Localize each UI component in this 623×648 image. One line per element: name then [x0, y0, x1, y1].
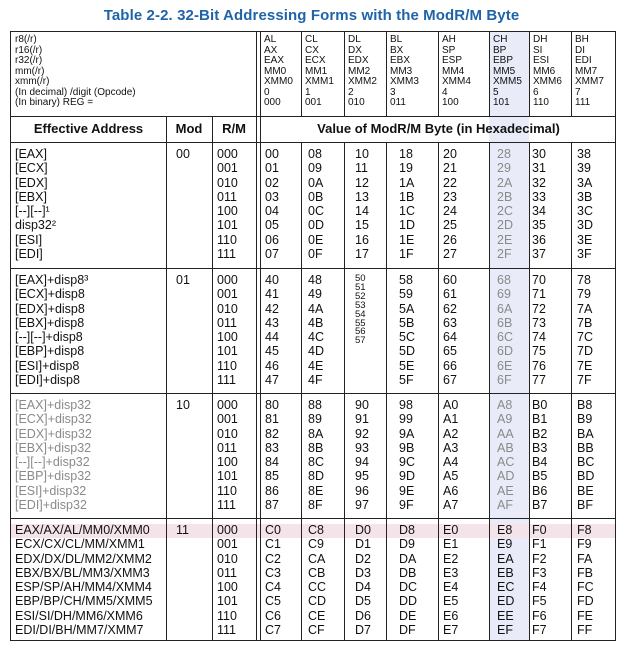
modrm-table: [10, 31, 616, 641]
group-10-col-7: B8 B9 BA BB BC BD BE BF: [577, 398, 595, 513]
group-00-col-6: 30 31 32 33 34 35 36 37: [532, 147, 546, 262]
header-col-1: CL CX ECX MM1 XMM1 1 001: [305, 34, 334, 108]
header-col-0: AL AX EAX MM0 XMM0 0 000: [264, 34, 293, 108]
group-00-col-2: 10 11 12 13 14 15 16 17: [355, 147, 369, 262]
group-01-col-0: 40 41 42 43 44 45 46 47: [265, 273, 279, 388]
rule-col-1: [301, 32, 302, 116]
rule-col-3-body: [386, 142, 387, 640]
group-01-rm: 000 001 010 011 100 101 110 111: [217, 273, 238, 388]
rule-header-top: [11, 116, 615, 117]
group-11-mod: 11: [176, 523, 189, 537]
rule-col-7-body: [571, 142, 572, 640]
rule-col-7: [571, 32, 572, 116]
header-operand-labels: r8(/r) r16(/r) r32(/r) mm(/r) xmm(/r) (In decimal) /digit (Opcode) (In binary) REG =: [15, 34, 136, 108]
group-11-col-0: C0 C1 C2 C3 C4 C5 C6 C7: [265, 523, 281, 638]
rule-col-6: [529, 32, 530, 116]
group-01-col-5: 68 69 6A 6B 6C 6D 6E 6F: [497, 273, 513, 388]
group-11-rm: 000 001 010 011 100 101 110 111: [217, 523, 238, 638]
rule-col-2-body: [344, 142, 345, 640]
rule-group-3: [11, 518, 615, 519]
col-header-rm: R/M: [222, 121, 246, 136]
group-10-mod: 10: [176, 398, 190, 412]
table-title: Table 2-2. 32-Bit Addressing Forms with the ModR/M Byte: [103, 7, 520, 24]
group-10-col-6: B0 B1 B2 B3 B4 B5 B6 B7: [532, 398, 548, 513]
group-10-col-4: A0 A1 A2 A3 A4 A5 A6 A7: [443, 398, 459, 513]
group-00-col-7: 38 39 3A 3B 3C 3D 3E 3F: [577, 147, 593, 262]
group-00-col-0: 00 01 02 03 04 05 06 07: [265, 147, 279, 262]
group-10-col-1: 88 89 8A 8B 8C 8D 8E 8F: [308, 398, 324, 513]
rule-rm-left: [212, 116, 213, 640]
group-11-col-5: E8 E9 EA EB EC ED EE EF: [497, 523, 515, 638]
group-01-col-4: 60 61 62 63 64 65 66 67: [443, 273, 457, 388]
col-header-value: Value of ModR/M Byte (in Hexadecimal): [317, 121, 560, 136]
group-01-mod: 01: [176, 273, 190, 287]
rule-group-1: [11, 268, 615, 269]
group-00-col-5: 28 29 2A 2B 2C 2D 2E 2F: [497, 147, 513, 262]
header-col-2: DL DX EDX MM2 XMM2 2 010: [348, 34, 377, 108]
group-10-col-2: 90 91 92 93 94 95 96 97: [355, 398, 369, 513]
rule-header-bottom: [11, 142, 615, 143]
rule-group-2: [11, 393, 615, 394]
header-col-4: AH SP ESP MM4 XMM4 4 100: [442, 34, 471, 108]
group-00-mod: 00: [176, 147, 190, 161]
group-11-col-4: E0 E1 E2 E3 E4 E5 E6 E7: [443, 523, 459, 638]
group-11-col-3: D8 D9 DA DB DC DD DE DF: [399, 523, 418, 638]
rule-col-1-body: [301, 142, 302, 640]
rule-col-5-body: [489, 142, 490, 640]
group-11-col-6: F0 F1 F2 F3 F4 F5 F6 F7: [532, 523, 547, 638]
rule-values-left-a: [256, 32, 257, 640]
header-col-7: BH DI EDI MM7 XMM7 7 111: [575, 34, 604, 108]
group-10-col-0: 80 81 82 83 84 85 86 87: [265, 398, 279, 513]
header-col-6: DH SI ESI MM6 XMM6 6 110: [533, 34, 562, 108]
group-00-col-3: 18 19 1A 1B 1C 1D 1E 1F: [399, 147, 415, 262]
rule-col-2: [344, 32, 345, 116]
group-01-col-3: 58 59 5A 5B 5C 5D 5E 5F: [399, 273, 415, 388]
group-00-col-4: 20 21 22 23 24 25 26 27: [443, 147, 457, 262]
group-11-col-2: D0 D1 D2 D3 D4 D5 D6 D7: [355, 523, 371, 638]
group-10-col-3: 98 99 9A 9B 9C 9D 9E 9F: [399, 398, 415, 513]
rule-col-6-body: [529, 142, 530, 640]
rule-col-4-body: [438, 142, 439, 640]
group-11-col-7: F8 F9 FA FB FC FD FE FF: [577, 523, 594, 638]
col-header-effective-address: Effective Address: [33, 121, 144, 136]
header-col-5: CH BP EBP MM5 XMM5 5 101: [493, 34, 522, 108]
rule-mod-left: [166, 116, 167, 640]
group-11-effective-addresses: EAX/AX/AL/MM0/XMM0 ECX/CX/CL/MM/XMM1 EDX/DX/DL/MM2/XMM2 EBX/BX/BL/MM3/XMM3 ESP/SP/AH/MM4/XMM4 EBP/BP/CH/MM5/XMM5 ESI/SI/DH/MM6/XMM6 EDI/DI/BH/MM7/XMM7: [15, 523, 153, 638]
group-01-effective-addresses: [EAX]+disp8³ [ECX]+disp8 [EDX]+disp8 [EBX]+disp8 [--][--]+disp8 [EBP]+disp8 [ESI]+disp8 [EDI]+disp8: [15, 273, 89, 388]
rule-col-4: [438, 32, 439, 116]
group-01-col-7: 78 79 7A 7B 7C 7D 7E 7F: [577, 273, 593, 388]
group-00-effective-addresses: [EAX] [ECX] [EDX] [EBX] [--][--]¹ disp32² [ESI] [EDI]: [15, 147, 56, 262]
rule-col-3: [386, 32, 387, 116]
col-header-mod: Mod: [175, 121, 203, 136]
group-01-col-6: 70 71 72 73 74 75 76 77: [532, 273, 546, 388]
group-01-col-1: 48 49 4A 4B 4C 4D 4E 4F: [308, 273, 324, 388]
header-col-3: BL BX EBX MM3 XMM3 3 011: [390, 34, 419, 108]
group-10-col-5: A8 A9 AA AB AC AD AE AF: [497, 398, 515, 513]
group-00-col-1: 08 09 0A 0B 0C 0D 0E 0F: [308, 147, 324, 262]
group-01-col-2: 50 51 52 53 54 55 56 57: [355, 273, 366, 347]
group-00-rm: 000 001 010 011 100 101 110 111: [217, 147, 238, 262]
group-11-col-1: C8 C9 CA CB CC CD CE CF: [308, 523, 327, 638]
rule-col-5: [489, 32, 490, 116]
group-10-rm: 000 001 010 011 100 101 110 111: [217, 398, 238, 513]
group-10-effective-addresses: [EAX]+disp32 [ECX]+disp32 [EDX]+disp32 [EBX]+disp32 [--][--]+disp32 [EBP]+disp32 [ESI]+disp32 [EDI]+disp32: [15, 398, 92, 513]
